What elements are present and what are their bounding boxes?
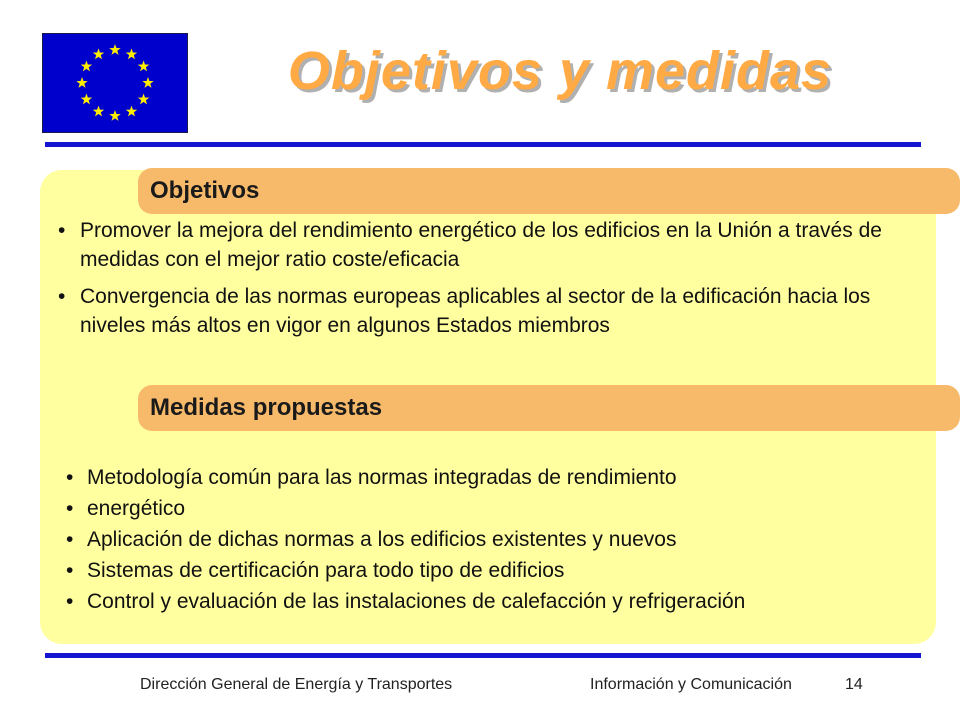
bullet-icon: • <box>66 466 74 489</box>
medidas-list <box>66 462 936 617</box>
list-item <box>66 555 936 586</box>
star-icon <box>109 110 120 121</box>
slide-title: Objetivos y medidas <box>287 41 833 101</box>
star-icon <box>126 48 137 59</box>
bullet-icon: • <box>66 497 74 520</box>
star-icon <box>109 44 120 55</box>
star-icon <box>138 61 149 72</box>
section-heading-objetivos: Objetivos <box>138 168 960 214</box>
star-icon <box>81 61 92 72</box>
star-icon <box>81 94 92 105</box>
bullet-icon: • <box>58 285 66 308</box>
eu-flag-icon <box>42 33 188 133</box>
star-icon <box>93 106 104 117</box>
bullet-icon: • <box>58 219 66 242</box>
bullet-icon: • <box>66 559 74 582</box>
list-item-text: Metodología común para las normas integradas de rendimiento <box>87 466 677 489</box>
objetivos-list <box>58 216 918 340</box>
star-icon <box>142 77 153 88</box>
star-icon <box>93 48 104 59</box>
list-item-text: Control y evaluación de las instalaciones de calefacción y refrigeración <box>87 590 746 613</box>
list-item-text: Convergencia de las normas europeas aplicables al sector de la edificación hacia los niveles más altos en vigor en algunos Estados miembros <box>80 285 871 337</box>
list-item <box>58 216 918 274</box>
star-icon <box>126 106 137 117</box>
bullet-icon: • <box>66 528 74 551</box>
list-item <box>66 493 936 524</box>
bullet-icon: • <box>66 590 74 613</box>
footer-organization: Dirección General de Energía y Transportes <box>140 676 453 693</box>
star-icon <box>138 94 149 105</box>
list-item-text: energético <box>87 497 186 520</box>
footer-department: Información y Comunicación <box>590 676 792 693</box>
list-item <box>66 462 936 493</box>
page-number: 14 <box>845 676 863 693</box>
list-item-text: Aplicación de dichas normas a los edificios existentes y nuevos <box>87 528 677 551</box>
list-item-text: Promover la mejora del rendimiento energético de los edificios en la Unión a través de medidas con el mejor ratio coste/eficacia <box>80 219 882 271</box>
bottom-divider <box>45 653 921 658</box>
list-item <box>58 282 918 340</box>
list-item <box>66 586 936 617</box>
list-item <box>66 524 936 555</box>
section-heading-medidas: Medidas propuestas <box>138 385 960 431</box>
top-divider <box>45 142 921 147</box>
eu-stars-circle <box>43 34 187 132</box>
star-icon <box>76 77 87 88</box>
list-item-text: Sistemas de certificación para todo tipo de edificios <box>87 559 565 582</box>
